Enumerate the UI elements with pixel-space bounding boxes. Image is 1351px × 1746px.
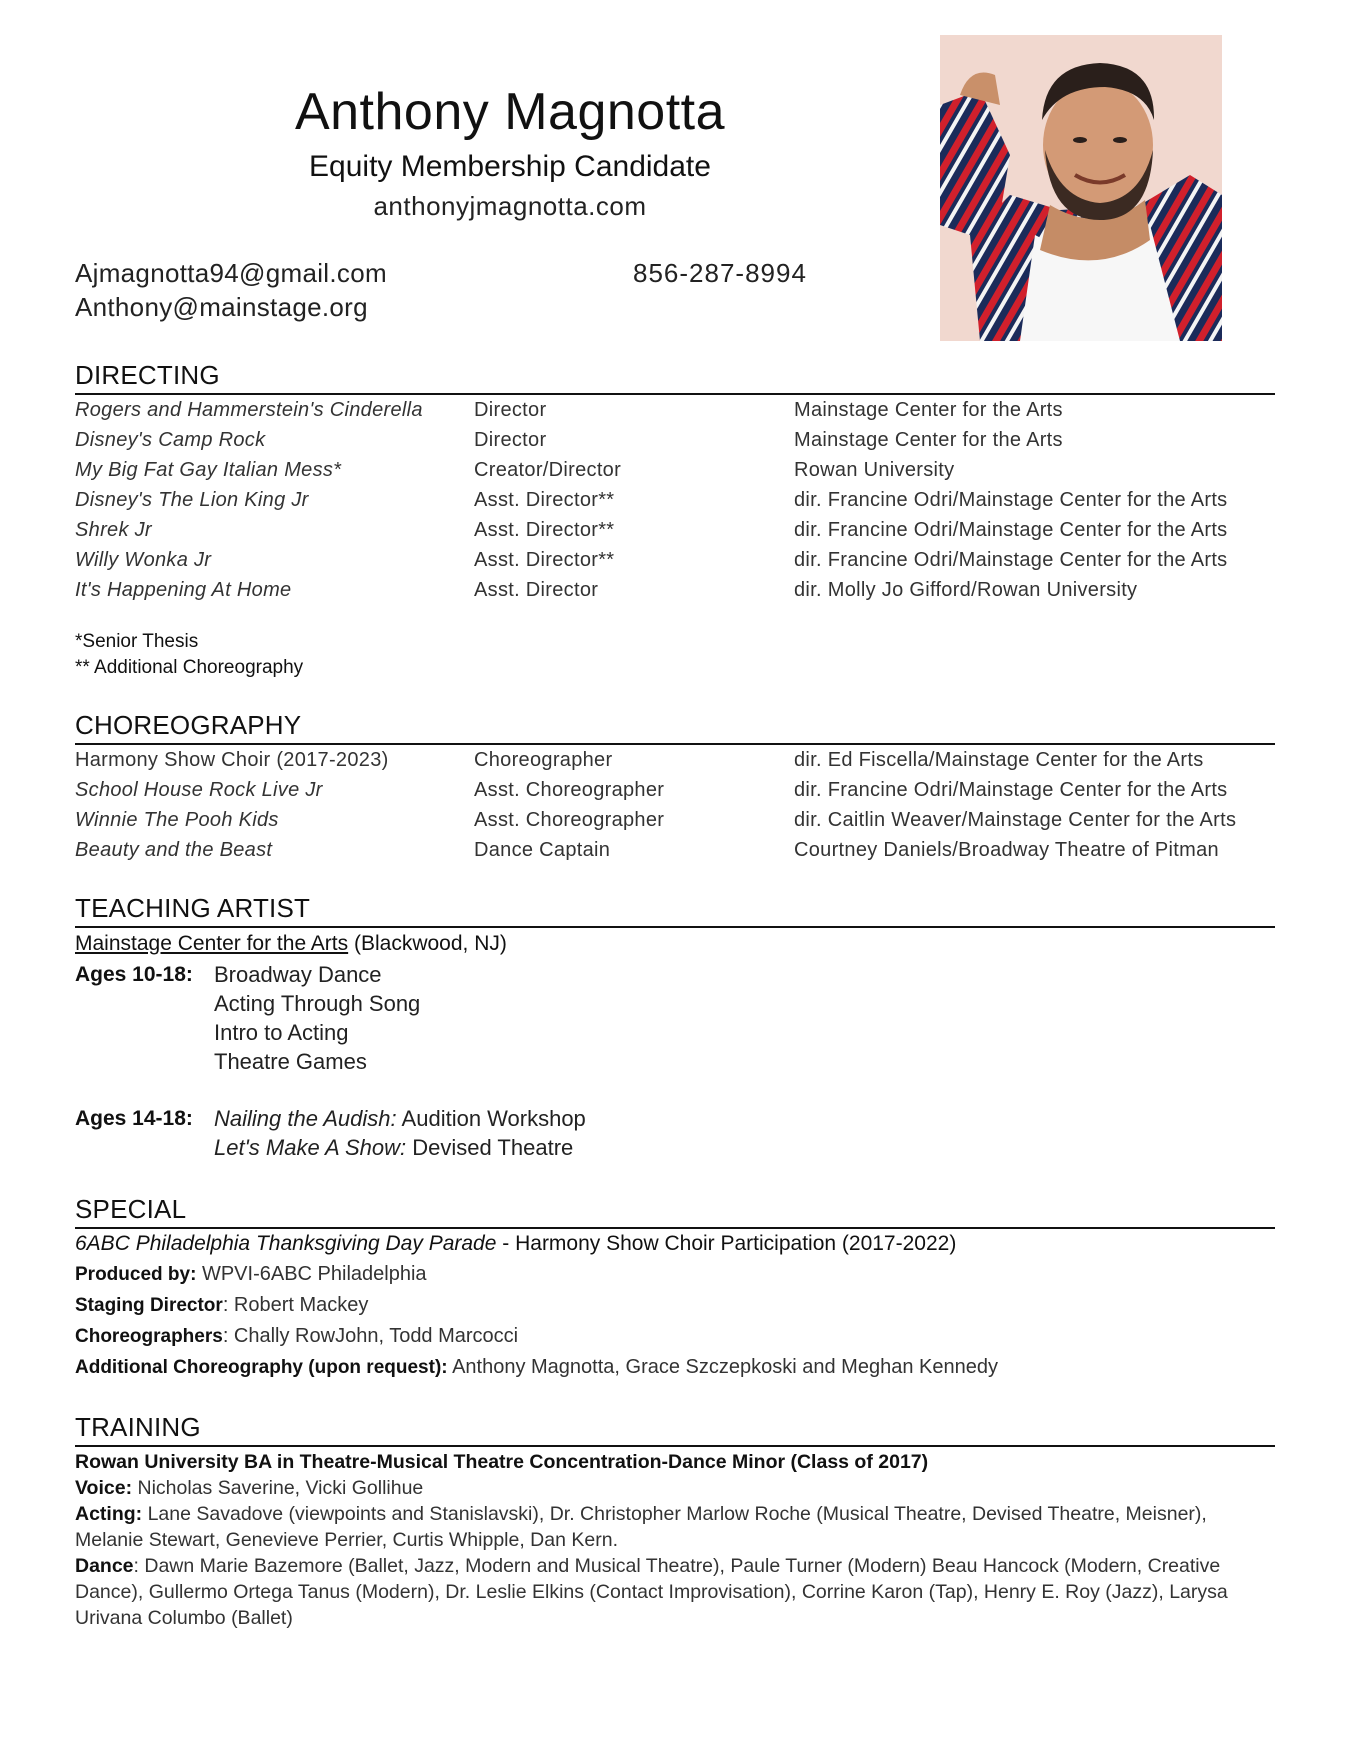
organization: dir. Molly Jo Gifford/Rowan University (794, 579, 1138, 601)
produced-value: WPVI-6ABC Philadelphia (201, 1263, 427, 1285)
teaching-venue-line (75, 928, 1275, 960)
organization: dir. Caitlin Weaver/Mainstage Center for the Arts (794, 809, 1237, 831)
special-section (75, 1194, 1275, 1383)
staging-value: : Robert Mackey (222, 1294, 369, 1316)
show-title: School House Rock Live Jr (75, 779, 323, 801)
dance-value: : Dawn Marie Bazemore (Ballet, Jazz, Modern and Musical Theatre), Paule Turner (Modern) Beau Hancock (Modern, Creative Dance), Gullermo Ortega Tanus (Modern), Dr. Leslie Elkins (Contact Improvisation), Corrine Karon (Tap), Henry E. Roy (Jazz), Larysa Urivana Columbo (Ballet) (75, 1555, 1228, 1629)
role: Dance Captain (474, 839, 611, 861)
acting-value: Lane Savadove (viewpoints and Stanislavski), Dr. Christopher Marlow Roche (Musical Theatre, Devised Theatre, Meisner), Melanie Stewart, Genevieve Perrier, Curtis Whipple, Dan Kern. (75, 1503, 1207, 1551)
role: Asst. Director** (474, 489, 615, 511)
choreographers-label: Choreographers (75, 1326, 223, 1347)
class-title: Let's Make A Show: (214, 1135, 407, 1160)
organization: dir. Francine Odri/Mainstage Center for the Arts (794, 549, 1228, 571)
show-title: Winnie The Pooh Kids (75, 809, 279, 831)
event-name: 6ABC Philadelphia Thanksgiving Day Parade (75, 1232, 497, 1255)
event-detail: - Harmony Show Choir Participation (2017-2022) (502, 1232, 957, 1255)
directing-section (75, 360, 1275, 681)
teaching-group-1 (75, 1018, 1275, 1047)
headshot-illustration (940, 35, 1222, 341)
role: Director (474, 429, 547, 451)
dance-line (75, 1553, 1275, 1631)
note-senior-thesis: *Senior Thesis (75, 631, 199, 652)
class-item: Intro to Acting (214, 1020, 349, 1045)
section-title: DIRECTING (75, 360, 1275, 395)
additional-choreography-line (75, 1352, 1275, 1383)
class-item (214, 1133, 573, 1162)
organization: dir. Francine Odri/Mainstage Center for the Arts (794, 779, 1228, 801)
teaching-group-1 (75, 960, 1275, 989)
role: Asst. Director** (474, 519, 615, 541)
venue-location: (Blackwood, NJ) (353, 932, 507, 955)
voice-line (75, 1475, 1275, 1501)
table-row (75, 805, 1275, 835)
degree-line: Rowan University BA in Theatre-Musical Theatre Concentration-Dance Minor (Class of 2017) (75, 1451, 929, 1473)
staging-label: Staging Director (75, 1295, 223, 1316)
headshot-photo (940, 35, 1222, 341)
section-title: TRAINING (75, 1412, 1275, 1447)
email-secondary: Anthony@mainstage.org (75, 292, 368, 322)
role: Asst. Director (474, 579, 599, 601)
table-row (75, 455, 1275, 485)
age-group-label: Ages 14-18: (75, 1107, 193, 1130)
choreography-section (75, 710, 1275, 865)
acting-line (75, 1501, 1275, 1553)
dance-label: Dance (75, 1555, 134, 1577)
class-item (214, 1104, 586, 1133)
class-desc: Audition Workshop (401, 1106, 586, 1131)
role: Director (474, 399, 547, 421)
class-item: Acting Through Song (214, 991, 421, 1016)
special-event-line (75, 1229, 1275, 1259)
show-title: Harmony Show Choir (2017-2023) (75, 749, 389, 771)
directing-table (75, 395, 1275, 605)
produced-label: Produced by: (75, 1264, 197, 1285)
show-title: Disney's The Lion King Jr (75, 489, 309, 511)
table-row (75, 575, 1275, 605)
subtitle: Equity Membership Candidate (309, 150, 711, 183)
section-title: SPECIAL (75, 1194, 1275, 1229)
additional-label: Additional Choreography (upon request): (75, 1357, 448, 1378)
table-row (75, 395, 1275, 425)
voice-label: Voice: (75, 1477, 133, 1499)
show-title: My Big Fat Gay Italian Mess* (75, 459, 342, 481)
table-row (75, 835, 1275, 865)
table-row (75, 745, 1275, 775)
teaching-section (75, 893, 1275, 1162)
venue-name: Mainstage Center for the Arts (75, 932, 349, 955)
role: Creator/Director (474, 459, 622, 481)
staging-line (75, 1290, 1275, 1321)
choreographers-line (75, 1321, 1275, 1352)
class-title: Nailing the Audish: (214, 1106, 397, 1131)
role: Asst. Director** (474, 549, 615, 571)
age-group-label: Ages 10-18: (75, 963, 193, 986)
table-row (75, 485, 1275, 515)
organization: Mainstage Center for the Arts (794, 429, 1063, 451)
teaching-group-1 (75, 989, 1275, 1018)
role: Asst. Choreographer (474, 779, 665, 801)
organization: Mainstage Center for the Arts (794, 399, 1063, 421)
show-title: Disney's Camp Rock (75, 429, 266, 451)
choreography-table (75, 745, 1275, 865)
note-additional-choreography: ** Additional Choreography (75, 657, 304, 678)
teaching-group-2 (75, 1104, 1275, 1133)
organization: dir. Francine Odri/Mainstage Center for the Arts (794, 519, 1228, 541)
organization: Courtney Daniels/Broadway Theatre of Pitman (794, 839, 1219, 861)
teaching-group-1 (75, 1047, 1275, 1076)
name-heading: Anthony Magnotta (294, 83, 726, 141)
phone-number: 856-287-8994 (633, 258, 807, 288)
acting-label: Acting: (75, 1503, 143, 1525)
section-title: CHOREOGRAPHY (75, 710, 1275, 745)
show-title: Beauty and the Beast (75, 839, 273, 861)
table-row (75, 545, 1275, 575)
role: Choreographer (474, 749, 613, 771)
table-row (75, 775, 1275, 805)
table-row (75, 425, 1275, 455)
training-section (75, 1412, 1275, 1631)
class-item: Theatre Games (214, 1049, 367, 1074)
show-title: Willy Wonka Jr (75, 549, 212, 571)
class-item: Broadway Dance (214, 962, 382, 987)
class-desc: Devised Theatre (412, 1135, 574, 1160)
email-primary: Ajmagnotta94@gmail.com (75, 258, 387, 288)
website: anthonyjmagnotta.com (373, 191, 647, 221)
show-title: It's Happening At Home (75, 579, 292, 601)
additional-value: Anthony Magnotta, Grace Szczepkoski and Meghan Kennedy (452, 1356, 998, 1378)
produced-line (75, 1259, 1275, 1290)
voice-value: Nicholas Saverine, Vicki Gollihue (137, 1477, 424, 1499)
show-title: Shrek Jr (75, 519, 152, 541)
organization: Rowan University (794, 459, 955, 481)
section-title: TEACHING ARTIST (75, 893, 1275, 928)
show-title: Rogers and Hammerstein's Cinderella (75, 399, 423, 421)
teaching-group-2 (75, 1133, 1275, 1162)
organization: dir. Francine Odri/Mainstage Center for the Arts (794, 489, 1228, 511)
organization: dir. Ed Fiscella/Mainstage Center for the Arts (794, 749, 1204, 771)
choreographers-value: : Chally RowJohn, Todd Marcocci (222, 1325, 519, 1347)
role: Asst. Choreographer (474, 809, 665, 831)
table-row (75, 515, 1275, 545)
